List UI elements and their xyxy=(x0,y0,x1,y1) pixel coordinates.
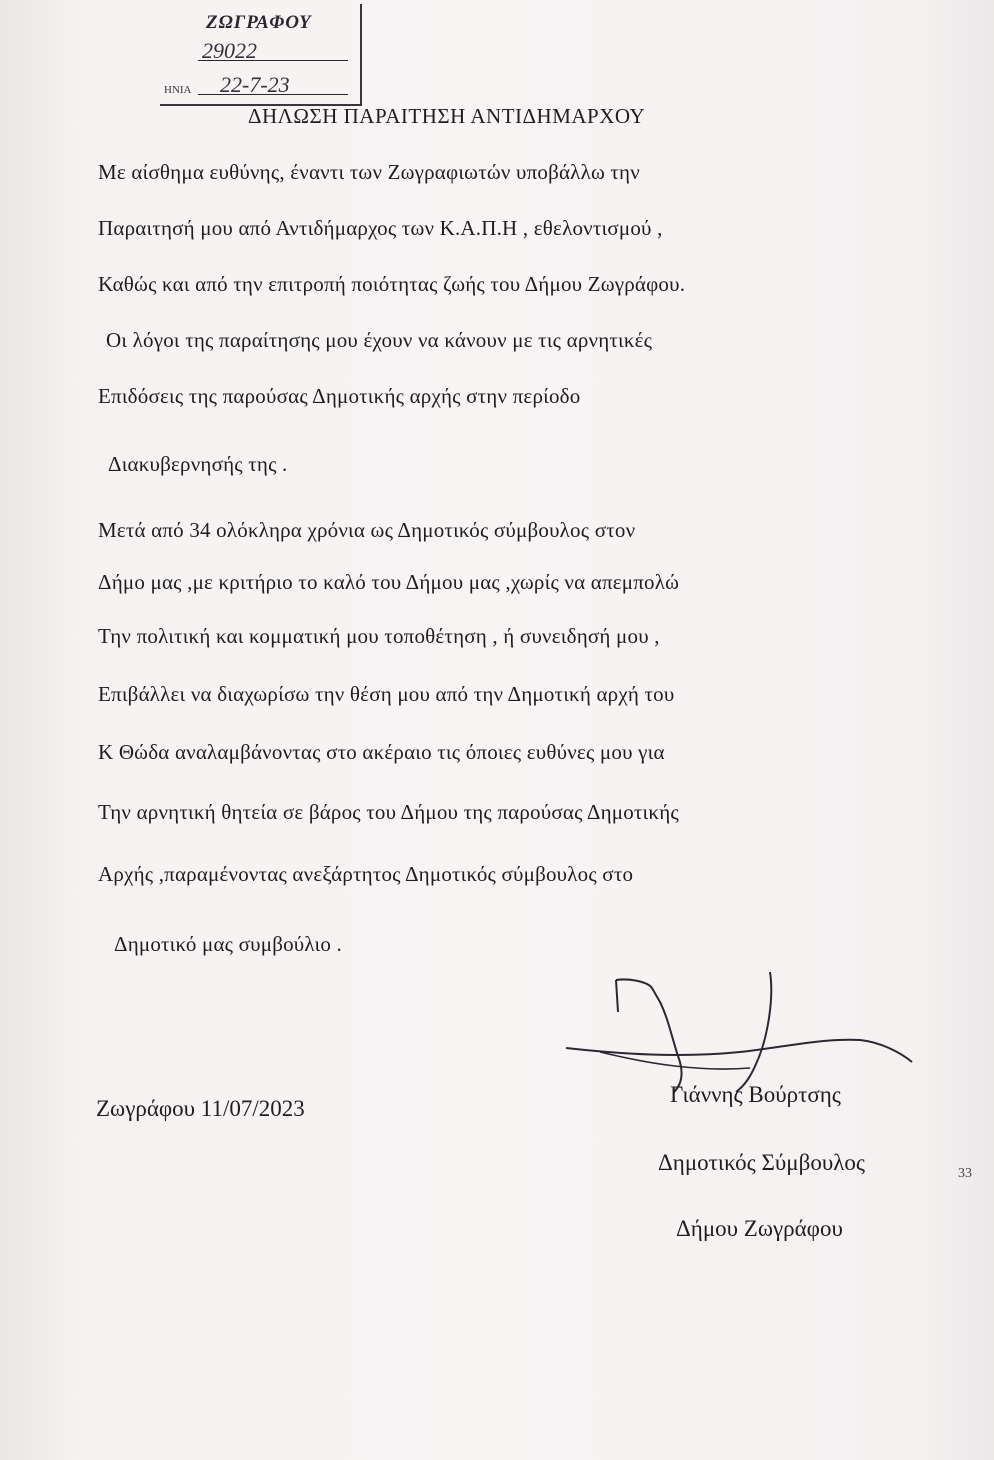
body-line: Επιδόσεις της παρούσας Δημοτικής αρχής στην περίοδο xyxy=(98,384,581,408)
stamp-date: 22-7-23 xyxy=(220,72,290,97)
stamp-protocol-number: 29022 xyxy=(202,38,257,63)
body-line: Την πολιτική και κομματική μου τοποθέτηση , ή συνειδησή μου , xyxy=(98,624,660,648)
body-line: Μετά από 34 ολόκληρα χρόνια ως Δημοτικός σύμβουλος στον xyxy=(98,518,636,542)
stamp-line xyxy=(198,60,348,61)
signatory-title: Δημοτικός Σύμβουλος xyxy=(658,1150,865,1175)
body-line: Δήμο μας ,με κριτήριο το καλό του Δήμου μας ,χωρίς να απεμπολώ xyxy=(98,570,680,594)
body-line: Παραιτησή μου από Αντιδήμαρχος των Κ.Α.Π.Η , εθελοντισμού , xyxy=(98,216,663,240)
stamp-line xyxy=(198,94,348,95)
body-line: Επιβάλλει να διαχωρίσω την θέση μου από την Δημοτική αρχή του xyxy=(98,682,675,706)
document-title: ΔΗΛΩΣΗ ΠΑΡΑΙΤΗΣΗ ΑΝΤΙΔΗΜΑΡΧΟΥ xyxy=(248,104,646,128)
body-line: Την αρνητική θητεία σε βάρος του Δήμου της παρούσας Δημοτικής xyxy=(98,800,679,824)
stamp-date-label: ΗΝΙΑ xyxy=(164,84,192,96)
body-line: Διακυβερνησής της . xyxy=(108,452,288,476)
signatory-department: Δήμου Ζωγράφου xyxy=(676,1216,843,1241)
body-line: Δημοτικό μας συμβούλιο . xyxy=(114,932,342,956)
body-line: Με αίσθημα ευθύνης, έναντι των Ζωγραφιωτών υποβάλλω την xyxy=(98,160,640,184)
body-line: Καθώς και από την επιτροπή ποιότητας ζωής του Δήμου Ζωγράφου. xyxy=(98,272,686,296)
body-line: Οι λόγοι της παραίτησης μου έχουν να κάνουν με τις αρνητικές xyxy=(106,328,653,352)
body-line: Κ Θώδα αναλαμβάνοντας στο ακέραιο τις όποιες ευθύνες μου για xyxy=(98,740,665,764)
stamp-organization: ΖΩΓΡΑΦΟΥ xyxy=(206,12,312,33)
protocol-stamp xyxy=(160,4,362,106)
handwritten-signature xyxy=(560,968,920,1098)
body-line: Αρχής ,παραμένοντας ανεξάρτητος Δημοτικός σύμβουλος στο xyxy=(98,862,634,886)
signatory-name: Γιάννης Βούρτσης xyxy=(670,1082,841,1107)
margin-note: 33 xyxy=(958,1166,972,1181)
place-and-date: Ζωγράφου 11/07/2023 xyxy=(96,1096,305,1121)
